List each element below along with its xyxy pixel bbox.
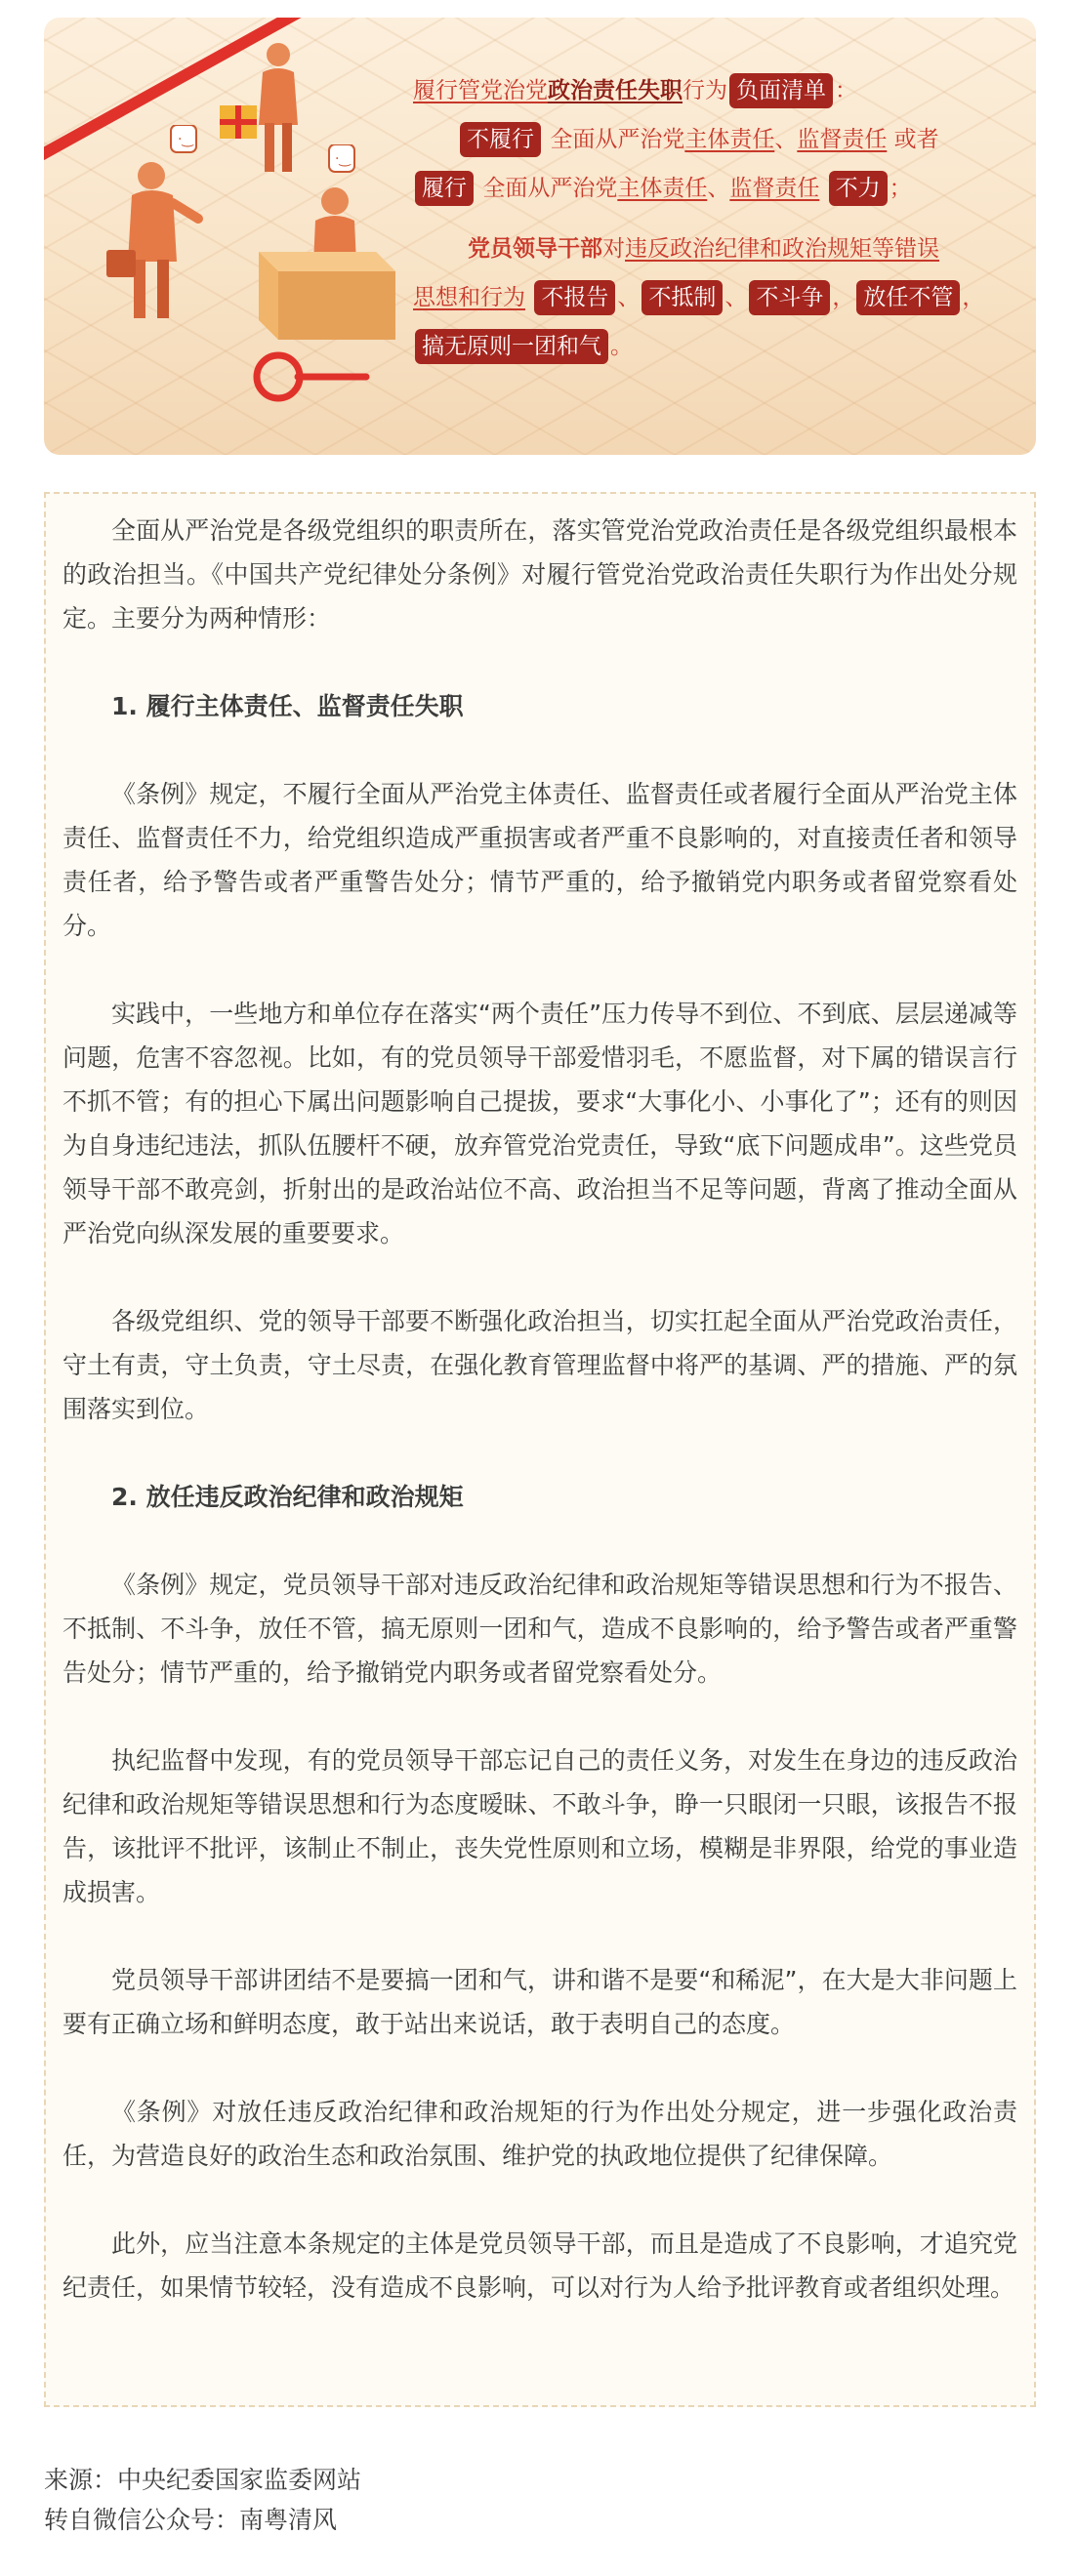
desk-and-magnifier-illustration bbox=[220, 144, 415, 408]
banner-text: 主体责任 bbox=[617, 176, 708, 201]
section-heading-2: 2. 放任违反政治纪律和政治规矩 bbox=[111, 1483, 464, 1511]
banner-text: 、 bbox=[774, 127, 798, 152]
banner-line-6 bbox=[413, 322, 1023, 371]
banner-text: ， bbox=[962, 285, 985, 310]
banner-text: 全面从严治党 bbox=[550, 127, 685, 152]
paragraph: 各级党组织、党的领导干部要不断强化政治担当，切实扛起全面从严治党政治责任，守土有责，守土负责，守土尽责，在强化教育管理监督中将严的基调、严的措施、严的氛围落实到位。 bbox=[62, 1307, 1017, 1423]
paragraph: 执纪监督中发现，有的党员领导干部忘记自己的责任义务，对发生在身边的违反政治纪律和政治规矩等错误思想和行为态度暧昧、不敢斗争，睁一只眼闭一只眼，该报告不报告，该批评不批评，该制止不制止，丧失党性原则和立场，模糊是非界限，给党的事业造成损害。 bbox=[62, 1746, 1017, 1906]
negative-list-tag: 负面清单 bbox=[729, 73, 833, 108]
negative-list-text bbox=[413, 66, 1023, 371]
paragraph: 党员领导干部讲团结不是要搞一团和气，讲和谐不是要“和稀泥”，在大是大非问题上要有正确立场和鲜明态度，敢于站出来说话，敢于表明自己的态度。 bbox=[62, 1966, 1017, 2038]
source-footer bbox=[44, 2460, 361, 2540]
banner-text: 、 bbox=[724, 285, 748, 310]
paragraph: 《条例》对放任违反政治纪律和政治规矩的行为作出处分规定，进一步强化政治责任，为营造良好的政治生态和政治氛围、维护党的执政地位提供了纪律保障。 bbox=[62, 2098, 1017, 2170]
banner-text: 监督责任 bbox=[729, 176, 820, 201]
banner-text: 全面从严治党 bbox=[482, 176, 618, 201]
perform-tag: 履行 bbox=[415, 171, 474, 206]
banner-line-4 bbox=[413, 225, 1023, 273]
section-heading-1: 1. 履行主体责任、监督责任失职 bbox=[111, 692, 464, 720]
banner-line-2 bbox=[413, 115, 1023, 164]
repost-line: 转自微信公众号：南粤清风 bbox=[44, 2506, 338, 2534]
banner-text: ： bbox=[835, 78, 857, 103]
paragraph: 此外，应当注意本条规定的主体是党员领导干部，而且是造成了不良影响，才追究党纪责任，如果情节较轻，没有造成不良影响，可以对行为人给予批评教育或者组织处理。 bbox=[62, 2229, 1017, 2302]
banner-text: 履行管党治党 bbox=[413, 78, 548, 103]
ineffective-tag: 不力 bbox=[829, 171, 888, 206]
not-report-tag: 不报告 bbox=[534, 280, 615, 315]
banner-text: 。 bbox=[610, 334, 633, 359]
banner-line-5 bbox=[413, 273, 1023, 322]
unprincipled-harmony-tag: 搞无原则一团和气 bbox=[415, 329, 608, 364]
source-line: 来源：中央纪委国家监委网站 bbox=[44, 2466, 362, 2494]
banner-text: ， bbox=[832, 285, 855, 310]
banner-text: 、 bbox=[707, 176, 730, 201]
svg-text:·‿: ·‿ bbox=[178, 132, 193, 147]
paragraph: 《条例》规定，不履行全面从严治党主体责任、监督责任或者履行全面从严治党主体责任、监督责任不力，给党组织造成严重损害或者严重不良影响的，对直接责任者和领导责任者，给予警告或者严重警告处分；情节严重的，给予撤销党内职务或者留党察看处分。 bbox=[62, 780, 1017, 940]
not-resist-tag: 不抵制 bbox=[641, 280, 723, 315]
banner-text: 政治责任失职 bbox=[548, 78, 683, 103]
person-with-briefcase-illustration bbox=[83, 125, 229, 330]
banner-text: 党员领导干部 bbox=[468, 236, 602, 262]
banner-text: 对 bbox=[602, 236, 625, 262]
banner-line-3 bbox=[413, 164, 1023, 213]
banner-text: 违反政治纪律和政治规矩等错误 bbox=[625, 236, 939, 262]
banner-text: 或者 bbox=[887, 127, 939, 152]
banner-light-beam bbox=[366, 18, 997, 19]
svg-text:·‿: ·‿ bbox=[335, 151, 351, 167]
not-perform-tag: 不履行 bbox=[460, 122, 541, 157]
laissez-faire-tag: 放任不管 bbox=[856, 280, 960, 315]
paragraph: 《条例》规定，党员领导干部对违反政治纪律和政治规矩等错误思想和行为不报告、不抵制、不斗争，放任不管，搞无原则一团和气，造成不良影响的，给予警告或者严重警告处分；情节严重的，给予撤销党内职务或者留党察看处分。 bbox=[62, 1571, 1017, 1687]
banner-text: 主体责任 bbox=[684, 127, 775, 152]
paragraph: 实践中，一些地方和单位存在落实“两个责任”压力传导不到位、不到底、层层递减等问题，危害不容忽视。比如，有的党员领导干部爱惜羽毛，不愿监督，对下属的错误言行不抓不管；有的担心下属出问题影响自己提拔，要求“大事化小、小事化了”；还有的则因为自身违纪违法，抓队伍腰杆不硬，放弃管党治党责任，导致“底下问题成串”。这些党员领导干部不敢亮剑，折射出的是政治站位不高、政治担当不足等问题，背离了推动全面从严治党向纵深发展的重要要求。 bbox=[62, 1000, 1017, 1247]
not-fight-tag: 不斗争 bbox=[749, 280, 830, 315]
banner-text: 、 bbox=[617, 285, 641, 310]
header-banner bbox=[44, 18, 1036, 455]
banner-text: 监督责任 bbox=[797, 127, 888, 152]
banner-text: ； bbox=[889, 176, 912, 201]
banner-line-1 bbox=[413, 66, 1023, 115]
article-body bbox=[44, 492, 1036, 2407]
banner-text: 思想和行为 bbox=[413, 285, 525, 310]
paragraph-intro: 全面从严治党是各级党组织的职责所在，落实管党治党政治责任是各级党组织最根本的政治担当。《中国共产党纪律处分条例》对履行管党治党政治责任失职行为作出处分规定。主要分为两种情形： bbox=[62, 516, 1017, 633]
banner-text: 行为 bbox=[683, 78, 727, 103]
